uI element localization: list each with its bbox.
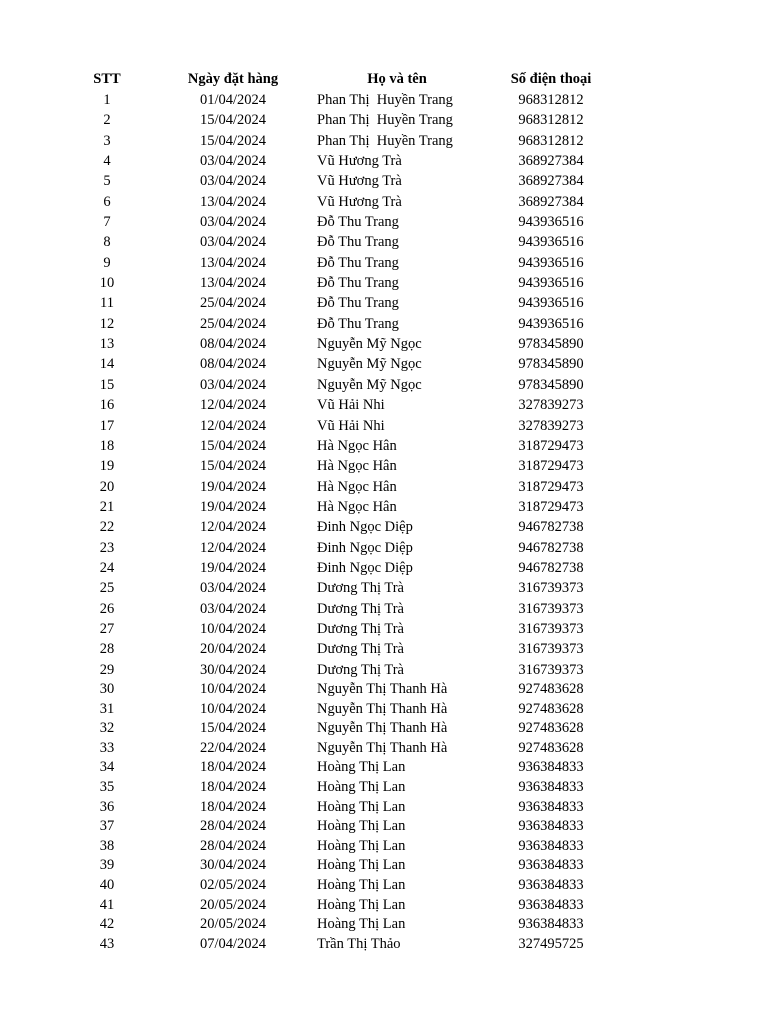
stt-cell: 40	[99, 876, 115, 893]
stt-cell: 12	[99, 315, 115, 332]
full-name-cell: Nguyễn Thị Thanh Hà	[317, 680, 448, 697]
full-name-cell: Dương Thị Trà	[317, 580, 404, 597]
order-date-cell: 10/04/2024	[199, 680, 267, 697]
full-name-cell: Đỗ Thu Trang	[317, 214, 399, 231]
phone-cell: 946782738	[518, 539, 584, 556]
order-date-cell: 19/04/2024	[199, 498, 267, 515]
full-name-cell: Hà Ngọc Hân	[317, 437, 397, 454]
full-name-cell: Hoàng Thị Lan	[317, 896, 406, 913]
phone-cell: 316739373	[518, 661, 584, 678]
stt-cell: 30	[99, 680, 115, 697]
order-date-cell: 22/04/2024	[199, 739, 267, 756]
phone-cell: 927483628	[518, 720, 584, 737]
stt-cell: 38	[99, 837, 115, 854]
table-row	[0, 456, 768, 476]
order-date-cell: 03/04/2024	[199, 600, 267, 617]
table-row	[0, 334, 768, 354]
table-row	[0, 558, 768, 578]
stt-cell: 22	[99, 519, 115, 536]
phone-cell: 946782738	[518, 559, 584, 576]
order-date-cell: 12/04/2024	[199, 539, 267, 556]
order-date-cell: 10/04/2024	[199, 700, 267, 717]
table-row	[0, 232, 768, 252]
table-row	[0, 131, 768, 151]
table-row	[0, 354, 768, 374]
stt-cell: 39	[99, 857, 115, 874]
full-name-cell: Vũ Hải Nhi	[317, 417, 385, 434]
full-name-cell: Dương Thị Trà	[317, 641, 404, 658]
phone-cell: 943936516	[518, 234, 584, 251]
table-row	[0, 90, 768, 110]
stt-cell: 24	[99, 559, 115, 576]
phone-cell: 327839273	[518, 397, 584, 414]
table-row	[0, 517, 768, 537]
order-date-cell: 15/04/2024	[199, 132, 267, 149]
table-row	[0, 619, 768, 639]
table-row	[0, 896, 768, 916]
stt-cell: 33	[99, 739, 115, 756]
order-date-cell: 12/04/2024	[199, 397, 267, 414]
table-row	[0, 599, 768, 619]
full-name-cell: Dương Thị Trà	[317, 600, 404, 617]
table-body	[0, 90, 768, 954]
full-name-cell: Nguyễn Thị Thanh Hà	[317, 720, 448, 737]
header-order-date: Ngày đặt hàng	[187, 71, 279, 87]
table-row	[0, 497, 768, 517]
table-row	[0, 798, 768, 818]
table-row	[0, 935, 768, 955]
stt-cell: 8	[103, 234, 111, 251]
stt-cell: 18	[99, 437, 115, 454]
phone-cell: 936384833	[518, 759, 584, 776]
phone-cell: 968312812	[518, 92, 584, 108]
stt-cell: 15	[99, 376, 115, 393]
full-name-cell: Hoàng Thị Lan	[317, 778, 406, 795]
order-date-cell: 20/04/2024	[199, 641, 267, 658]
table-row	[0, 739, 768, 759]
table-row	[0, 639, 768, 659]
full-name-cell: Vũ Hương Trà	[317, 193, 402, 210]
order-date-cell: 01/04/2024	[199, 92, 267, 108]
stt-cell: 17	[99, 417, 115, 434]
order-date-cell: 30/04/2024	[199, 661, 267, 678]
table-row	[0, 273, 768, 293]
stt-cell: 23	[99, 539, 115, 556]
stt-cell: 7	[103, 214, 111, 231]
table-row	[0, 477, 768, 497]
stt-cell: 41	[99, 896, 115, 913]
header-stt: STT	[93, 71, 121, 87]
full-name-cell: Đỗ Thu Trang	[317, 275, 399, 292]
full-name-cell: Phan Thị Huyền Trang	[317, 92, 453, 108]
stt-cell: 14	[99, 356, 115, 373]
stt-cell: 37	[99, 818, 115, 835]
stt-cell: 36	[99, 798, 115, 815]
order-date-cell: 08/04/2024	[199, 336, 267, 353]
stt-cell: 43	[99, 935, 115, 952]
full-name-cell: Trần Thị Thảo	[317, 935, 401, 952]
stt-cell: 27	[99, 620, 115, 637]
table-row	[0, 212, 768, 232]
full-name-cell: Vũ Hương Trà	[317, 173, 402, 190]
full-name-cell: Hoàng Thị Lan	[317, 759, 406, 776]
stt-cell: 16	[99, 397, 115, 414]
stt-cell: 6	[103, 193, 111, 210]
phone-cell: 978345890	[518, 376, 584, 393]
stt-cell: 2	[103, 112, 111, 129]
full-name-cell: Hà Ngọc Hân	[317, 478, 397, 495]
order-date-cell: 03/04/2024	[199, 173, 267, 190]
phone-cell: 316739373	[518, 641, 584, 658]
full-name-cell: Hà Ngọc Hân	[317, 458, 397, 475]
full-name-cell: Vũ Hương Trà	[317, 153, 402, 170]
order-date-cell: 03/04/2024	[199, 153, 267, 170]
order-date-cell: 18/04/2024	[199, 759, 267, 776]
order-date-cell: 10/04/2024	[199, 620, 267, 637]
table-row	[0, 110, 768, 130]
table-row	[0, 253, 768, 273]
table-row	[0, 395, 768, 415]
table-row	[0, 171, 768, 191]
stt-cell: 10	[99, 275, 115, 292]
full-name-cell: Dương Thị Trà	[317, 620, 404, 637]
stt-cell: 21	[99, 498, 115, 515]
phone-cell: 927483628	[518, 700, 584, 717]
phone-cell: 318729473	[518, 437, 584, 454]
order-date-cell: 19/04/2024	[199, 559, 267, 576]
full-name-cell: Nguyễn Mỹ Ngọc	[317, 356, 422, 373]
header-full-name: Họ và tên	[367, 71, 427, 87]
table-row	[0, 876, 768, 896]
stt-cell: 34	[99, 759, 115, 776]
table-row	[0, 538, 768, 558]
full-name-cell: Hoàng Thị Lan	[317, 916, 406, 933]
table-row	[0, 578, 768, 598]
phone-cell: 943936516	[518, 295, 584, 312]
order-date-cell: 07/04/2024	[199, 935, 267, 952]
full-name-cell: Đỗ Thu Trang	[317, 254, 399, 271]
stt-cell: 9	[103, 254, 111, 271]
order-date-cell: 13/04/2024	[199, 254, 267, 271]
phone-cell: 927483628	[518, 680, 584, 697]
phone-cell: 943936516	[518, 315, 584, 332]
stt-cell: 11	[100, 295, 114, 312]
stt-cell: 19	[99, 458, 115, 475]
table-row	[0, 314, 768, 334]
stt-cell: 13	[99, 336, 115, 353]
stt-cell: 35	[99, 778, 115, 795]
order-date-cell: 30/04/2024	[199, 857, 267, 874]
table-row	[0, 416, 768, 436]
stt-cell: 42	[99, 916, 115, 933]
phone-cell: 943936516	[518, 214, 584, 231]
full-name-cell: Đinh Ngọc Diệp	[317, 519, 413, 536]
phone-cell: 368927384	[518, 193, 584, 210]
header-phone: Số điện thoại	[510, 71, 592, 87]
phone-cell: 318729473	[518, 478, 584, 495]
order-date-cell: 15/04/2024	[199, 437, 267, 454]
table-row	[0, 817, 768, 837]
order-date-cell: 15/04/2024	[199, 112, 267, 129]
full-name-cell: Vũ Hải Nhi	[317, 397, 385, 414]
order-date-cell: 13/04/2024	[199, 275, 267, 292]
order-table	[0, 68, 768, 954]
phone-cell: 978345890	[518, 356, 584, 373]
full-name-cell: Hà Ngọc Hân	[317, 498, 397, 515]
full-name-cell: Đỗ Thu Trang	[317, 295, 399, 312]
full-name-cell: Đinh Ngọc Diệp	[317, 559, 413, 576]
phone-cell: 943936516	[518, 275, 584, 292]
table-row	[0, 700, 768, 720]
table-row	[0, 192, 768, 212]
full-name-cell: Nguyễn Mỹ Ngọc	[317, 376, 422, 393]
order-date-cell: 28/04/2024	[199, 818, 267, 835]
phone-cell: 936384833	[518, 876, 584, 893]
stt-cell: 31	[99, 700, 115, 717]
phone-cell: 936384833	[518, 916, 584, 933]
order-date-cell: 02/05/2024	[199, 876, 267, 893]
phone-cell: 946782738	[518, 519, 584, 536]
order-date-cell: 20/05/2024	[199, 896, 267, 913]
order-date-cell: 03/04/2024	[199, 580, 267, 597]
full-name-cell: Phan Thị Huyền Trang	[317, 132, 453, 149]
full-name-cell: Đinh Ngọc Diệp	[317, 539, 413, 556]
stt-cell: 4	[103, 153, 111, 170]
phone-cell: 927483628	[518, 739, 584, 756]
full-name-cell: Hoàng Thị Lan	[317, 876, 406, 893]
phone-cell: 316739373	[518, 580, 584, 597]
full-name-cell: Dương Thị Trà	[317, 661, 404, 678]
phone-cell: 968312812	[518, 132, 584, 149]
stt-cell: 3	[103, 132, 111, 149]
table-row	[0, 778, 768, 798]
order-date-cell: 12/04/2024	[199, 519, 267, 536]
full-name-cell: Nguyễn Mỹ Ngọc	[317, 336, 422, 353]
order-date-cell: 15/04/2024	[199, 720, 267, 737]
full-name-cell: Đỗ Thu Trang	[317, 234, 399, 251]
table-row	[0, 680, 768, 700]
phone-cell: 318729473	[518, 458, 584, 475]
order-date-cell: 13/04/2024	[199, 193, 267, 210]
table-row	[0, 151, 768, 171]
order-date-cell: 03/04/2024	[199, 234, 267, 251]
order-date-cell: 18/04/2024	[199, 778, 267, 795]
phone-cell: 368927384	[518, 173, 584, 190]
order-date-cell: 19/04/2024	[199, 478, 267, 495]
stt-cell: 5	[103, 173, 111, 190]
phone-cell: 936384833	[518, 818, 584, 835]
order-date-cell: 03/04/2024	[199, 376, 267, 393]
stt-cell: 1	[103, 92, 111, 108]
order-date-cell: 28/04/2024	[199, 837, 267, 854]
stt-cell: 28	[99, 641, 115, 658]
phone-cell: 968312812	[518, 112, 584, 129]
order-date-cell: 03/04/2024	[199, 214, 267, 231]
table-row	[0, 915, 768, 935]
phone-cell: 316739373	[518, 600, 584, 617]
phone-cell: 936384833	[518, 857, 584, 874]
order-date-cell: 08/04/2024	[199, 356, 267, 373]
table-header-row	[0, 68, 768, 90]
phone-cell: 316739373	[518, 620, 584, 637]
table-row	[0, 837, 768, 857]
table-row	[0, 375, 768, 395]
phone-cell: 368927384	[518, 153, 584, 170]
table-row	[0, 758, 768, 778]
full-name-cell: Hoàng Thị Lan	[317, 857, 406, 874]
full-name-cell: Nguyễn Thị Thanh Hà	[317, 739, 448, 756]
stt-cell: 26	[99, 600, 115, 617]
phone-cell: 936384833	[518, 896, 584, 913]
stt-cell: 25	[99, 580, 115, 597]
full-name-cell: Nguyễn Thị Thanh Hà	[317, 700, 448, 717]
full-name-cell: Đỗ Thu Trang	[317, 315, 399, 332]
stt-cell: 29	[99, 661, 115, 678]
phone-cell: 327495725	[518, 935, 584, 952]
table-row	[0, 856, 768, 876]
full-name-cell: Phan Thị Huyền Trang	[317, 112, 453, 129]
order-date-cell: 20/05/2024	[199, 916, 267, 933]
order-date-cell: 25/04/2024	[199, 295, 267, 312]
stt-cell: 32	[99, 720, 115, 737]
full-name-cell: Hoàng Thị Lan	[317, 837, 406, 854]
table-row	[0, 660, 768, 680]
phone-cell: 318729473	[518, 498, 584, 515]
order-date-cell: 18/04/2024	[199, 798, 267, 815]
table-row	[0, 436, 768, 456]
phone-cell: 978345890	[518, 336, 584, 353]
phone-cell: 327839273	[518, 417, 584, 434]
stt-cell: 20	[99, 478, 115, 495]
full-name-cell: Hoàng Thị Lan	[317, 818, 406, 835]
full-name-cell: Hoàng Thị Lan	[317, 798, 406, 815]
phone-cell: 936384833	[518, 837, 584, 854]
order-date-cell: 25/04/2024	[199, 315, 267, 332]
table-row	[0, 293, 768, 313]
phone-cell: 936384833	[518, 778, 584, 795]
order-date-cell: 12/04/2024	[199, 417, 267, 434]
phone-cell: 936384833	[518, 798, 584, 815]
table-row	[0, 719, 768, 739]
order-date-cell: 15/04/2024	[199, 458, 267, 475]
phone-cell: 943936516	[518, 254, 584, 271]
